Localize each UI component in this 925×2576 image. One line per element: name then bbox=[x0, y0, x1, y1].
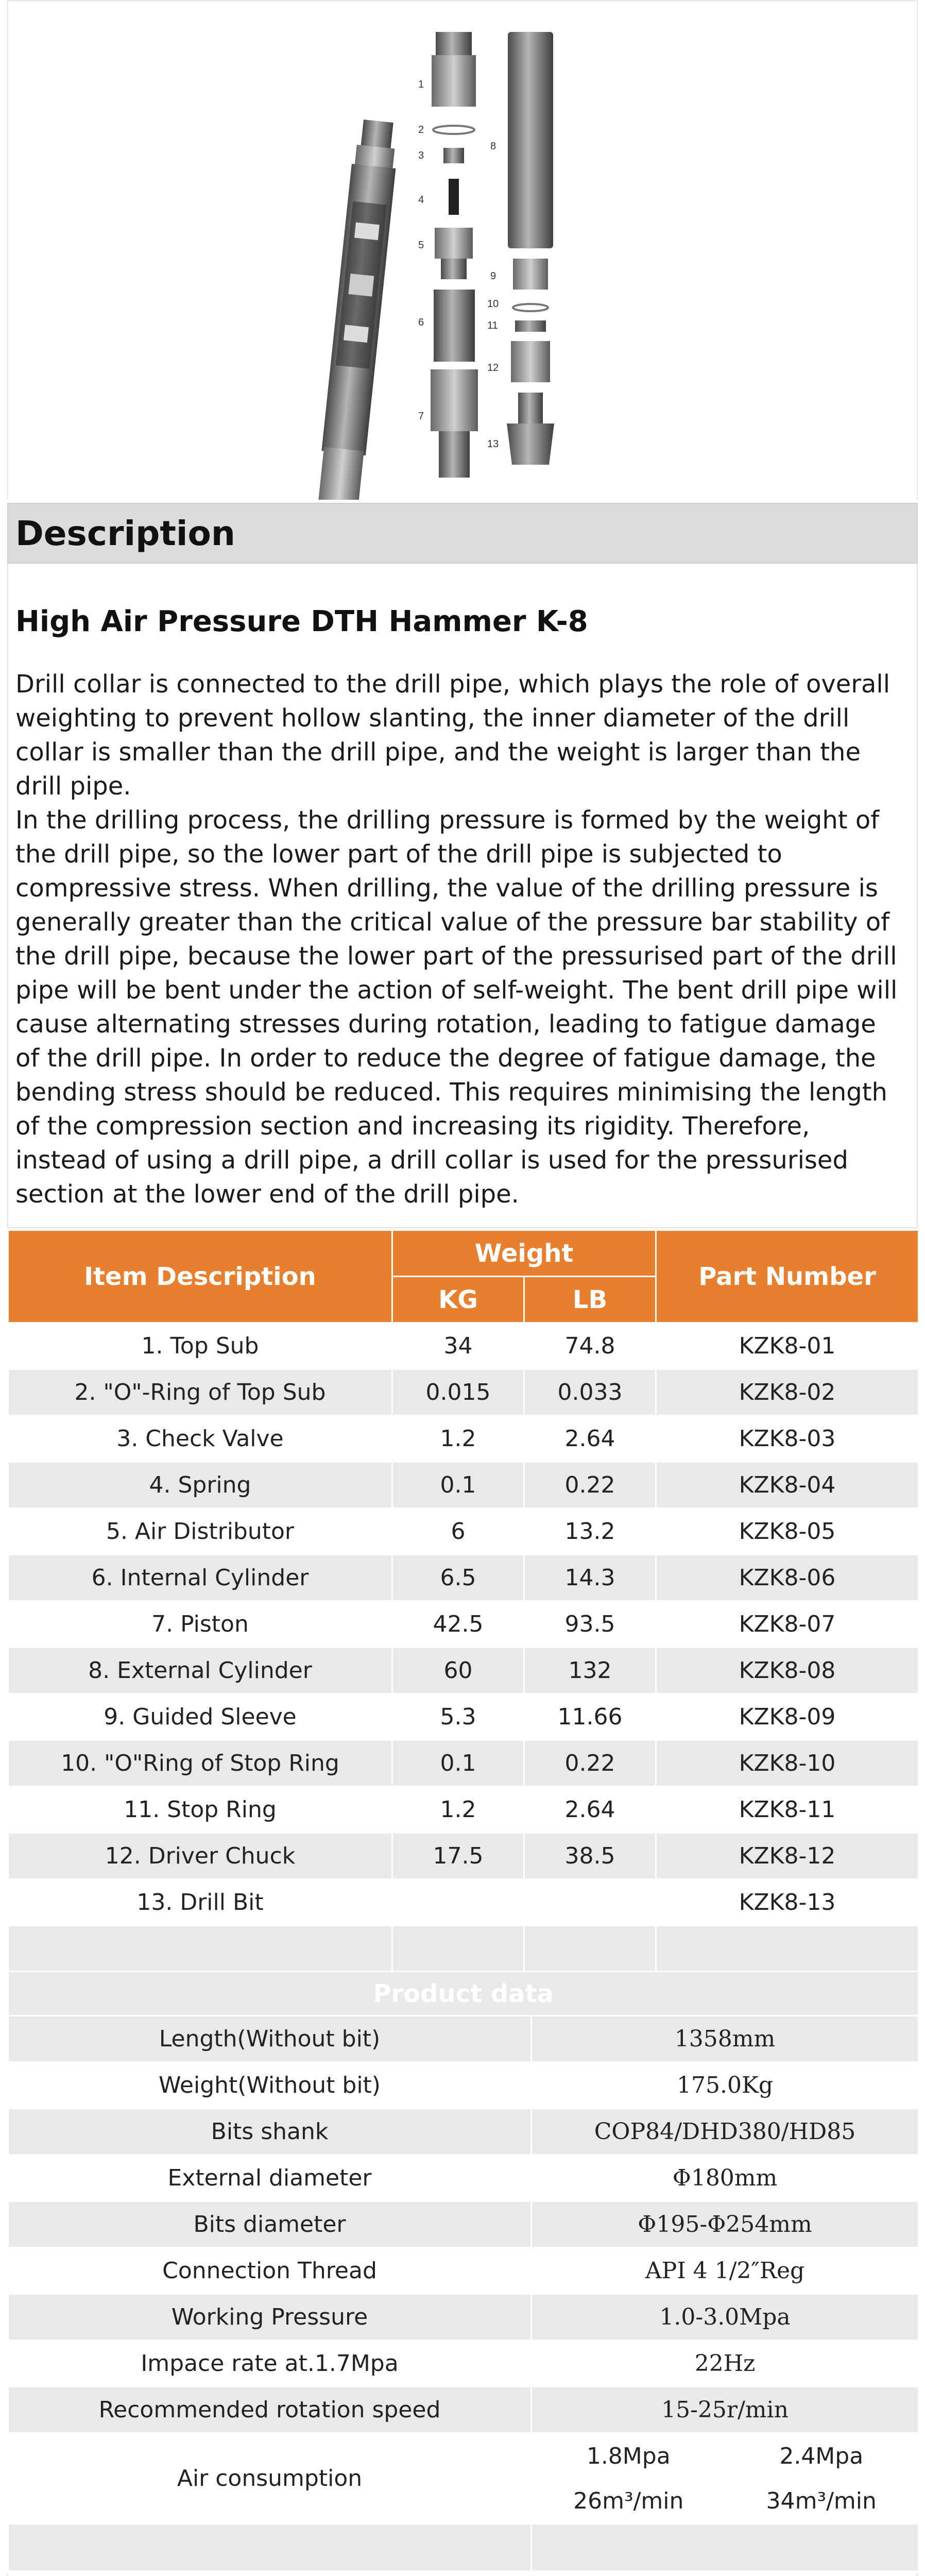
part-number-cell: KZK8-12 bbox=[656, 1833, 919, 1879]
table-row bbox=[8, 1694, 919, 1740]
item-cell: 7. Piston bbox=[8, 1601, 392, 1648]
air-consumption-row bbox=[8, 2433, 919, 2524]
item-cell: 8. External Cylinder bbox=[8, 1648, 392, 1694]
table-row bbox=[8, 2201, 919, 2248]
item-cell: 11. Stop Ring bbox=[8, 1787, 392, 1833]
part-label: 13 bbox=[487, 438, 499, 450]
part-label: 5 bbox=[418, 240, 424, 251]
lb-cell: 2.64 bbox=[524, 1416, 656, 1462]
part-number-cell: KZK8-13 bbox=[656, 1879, 919, 1926]
spec-label: Working Pressure bbox=[8, 2294, 532, 2341]
spec-label: Weight(Without bit) bbox=[8, 2062, 532, 2109]
item-cell: 1. Top Sub bbox=[8, 1323, 392, 1369]
table-row bbox=[8, 1416, 919, 1462]
blank-cell bbox=[532, 2524, 919, 2571]
table-row bbox=[8, 2155, 919, 2201]
product-heading: High Air Pressure DTH Hammer K-8 bbox=[15, 605, 588, 638]
banner-title: Description bbox=[15, 513, 235, 553]
part-number-cell: KZK8-02 bbox=[656, 1369, 919, 1416]
lb-cell bbox=[524, 1879, 656, 1926]
spec-label: Length(Without bit) bbox=[8, 2016, 532, 2062]
hammer-diagram bbox=[8, 1, 917, 500]
spec-value: 15-25r/min bbox=[532, 2387, 919, 2433]
lb-cell: 74.8 bbox=[524, 1323, 656, 1369]
table-row bbox=[8, 2016, 919, 2062]
part-number-cell: KZK8-03 bbox=[656, 1416, 919, 1462]
part-number-cell: KZK8-05 bbox=[656, 1509, 919, 1555]
part-number-cell: KZK8-06 bbox=[656, 1555, 919, 1601]
part-label: 9 bbox=[490, 270, 496, 282]
spec-value: API 4 1/2″Reg bbox=[532, 2248, 919, 2294]
part-label: 3 bbox=[418, 150, 424, 161]
lb-cell: 38.5 bbox=[524, 1833, 656, 1879]
product-data-table bbox=[7, 1971, 919, 2572]
part-label: 11 bbox=[487, 320, 498, 331]
kg-cell: 60 bbox=[392, 1648, 524, 1694]
part-number-cell: KZK8-07 bbox=[656, 1601, 919, 1648]
lb-cell: 0.22 bbox=[524, 1462, 656, 1509]
lb-cell: 0.22 bbox=[524, 1740, 656, 1787]
description-paragraph: In the drilling process, the drilling pressure is formed by the weight of the drill pipe, so the lower part of the drill pipe is subjected to compressive stress. When drilling, the value of the drilling pressure is generally greater than the critical value of the pressure bar stability of the drill pipe, because the lower part of the pressurised part of the drill pipe will be bent under the action of self-weight. The bent drill pipe will cause alternating stresses during rotation, leading to fatigue damage of the drill pipe. In order to reduce the degree of fatigue damage, the bending stress should be reduced. This requires minimising the length of the compression section and increasing its rigidity. Therefore, instead of using a drill pipe, a drill collar is used for the pressurised section at the lower end of the drill pipe. bbox=[15, 806, 898, 1209]
external-cylinder bbox=[508, 32, 553, 248]
kg-cell: 42.5 bbox=[392, 1601, 524, 1648]
note-section bbox=[7, 2573, 918, 2576]
header-lb: LB bbox=[524, 1277, 656, 1323]
part-label: 1 bbox=[418, 79, 424, 90]
kg-cell: 6.5 bbox=[392, 1555, 524, 1601]
air-flow-value: 34m³/min bbox=[766, 2487, 877, 2514]
lb-cell: 93.5 bbox=[524, 1601, 656, 1648]
spec-value: 175.0Kg bbox=[532, 2062, 919, 2109]
part-number-cell: KZK8-01 bbox=[656, 1323, 919, 1369]
spec-value: COP84/DHD380/HD85 bbox=[532, 2109, 919, 2155]
lb-cell: 132 bbox=[524, 1648, 656, 1694]
table-row bbox=[8, 1323, 919, 1369]
spec-value: 22Hz bbox=[532, 2341, 919, 2387]
item-cell: 10. "O"Ring of Stop Ring bbox=[8, 1740, 392, 1787]
part-label: 10 bbox=[487, 298, 499, 310]
lb-cell: 2.64 bbox=[524, 1787, 656, 1833]
table-row bbox=[8, 2387, 919, 2433]
item-cell: 12. Driver Chuck bbox=[8, 1833, 392, 1879]
table-row bbox=[8, 1462, 919, 1509]
parts-table bbox=[7, 1229, 919, 1973]
product-data-body bbox=[8, 2016, 919, 2571]
item-cell: 9. Guided Sleeve bbox=[8, 1694, 392, 1740]
part-number-cell: KZK8-04 bbox=[656, 1462, 919, 1509]
spec-label: Bits diameter bbox=[8, 2201, 532, 2248]
exploded-parts-right bbox=[507, 259, 554, 465]
kg-cell bbox=[392, 1879, 524, 1926]
part-label: 6 bbox=[418, 317, 424, 328]
air-pressure-value: 2.4Mpa bbox=[779, 2443, 864, 2469]
kg-cell: 17.5 bbox=[392, 1833, 524, 1879]
part-number-cell: KZK8-09 bbox=[656, 1694, 919, 1740]
table-row bbox=[8, 2248, 919, 2294]
kg-cell: 6 bbox=[392, 1509, 524, 1555]
hammer-exploded-view bbox=[7, 0, 918, 500]
table-row bbox=[8, 2109, 919, 2155]
air-consumption-values bbox=[532, 2433, 919, 2524]
part-label: 12 bbox=[487, 362, 499, 374]
kg-cell bbox=[392, 1926, 524, 1972]
spec-label: Impace rate at.1.7Mpa bbox=[8, 2341, 532, 2387]
part-number-cell bbox=[656, 1926, 919, 1972]
table-row bbox=[8, 1926, 919, 1972]
part-number-cell: KZK8-10 bbox=[656, 1740, 919, 1787]
spec-label: External diameter bbox=[8, 2155, 532, 2201]
part-label: 4 bbox=[418, 194, 424, 206]
item-cell: 2. "O"-Ring of Top Sub bbox=[8, 1369, 392, 1416]
kg-cell: 1.2 bbox=[392, 1787, 524, 1833]
table-row bbox=[8, 1555, 919, 1601]
table-row bbox=[8, 1648, 919, 1694]
spec-value: 1.0-3.0Mpa bbox=[532, 2294, 919, 2341]
table-row bbox=[8, 1787, 919, 1833]
header-weight: Weight bbox=[392, 1230, 656, 1277]
table-row bbox=[8, 2341, 919, 2387]
air-pressure-value: 1.8Mpa bbox=[586, 2443, 671, 2469]
blank-row bbox=[8, 2524, 919, 2571]
table-row bbox=[8, 1833, 919, 1879]
description-section bbox=[7, 564, 918, 1228]
kg-cell: 34 bbox=[392, 1323, 524, 1369]
kg-cell: 0.015 bbox=[392, 1369, 524, 1416]
kg-cell: 0.1 bbox=[392, 1740, 524, 1787]
kg-cell: 1.2 bbox=[392, 1416, 524, 1462]
part-label: 8 bbox=[490, 141, 496, 152]
part-label: 2 bbox=[418, 124, 424, 135]
spec-label: Recommended rotation speed bbox=[8, 2387, 532, 2433]
kg-cell: 0.1 bbox=[392, 1462, 524, 1509]
item-cell: 3. Check Valve bbox=[8, 1416, 392, 1462]
table-row bbox=[8, 1369, 919, 1416]
spec-value: Φ195-Φ254mm bbox=[532, 2201, 919, 2248]
item-cell: 13. Drill Bit bbox=[8, 1879, 392, 1926]
parts-table-body bbox=[8, 1323, 919, 1972]
assembled-hammer bbox=[316, 119, 401, 500]
item-cell: 6. Internal Cylinder bbox=[8, 1555, 392, 1601]
lb-cell: 14.3 bbox=[524, 1555, 656, 1601]
header-item-description: Item Description bbox=[8, 1230, 392, 1323]
exploded-parts bbox=[431, 32, 478, 478]
item-cell bbox=[8, 1926, 392, 1972]
lb-cell: 0.033 bbox=[524, 1369, 656, 1416]
item-cell: 5. Air Distributor bbox=[8, 1509, 392, 1555]
spec-label: Bits shank bbox=[8, 2109, 532, 2155]
lb-cell bbox=[524, 1926, 656, 1972]
table-row bbox=[8, 1879, 919, 1926]
table-row bbox=[8, 1740, 919, 1787]
part-number-cell: KZK8-11 bbox=[656, 1787, 919, 1833]
spec-value: Φ180mm bbox=[532, 2155, 919, 2201]
kg-cell: 5.3 bbox=[392, 1694, 524, 1740]
lb-cell: 11.66 bbox=[524, 1694, 656, 1740]
description-paragraph: Drill collar is connected to the drill pipe, which plays the role of overall weighting to prevent hollow slanting, the inner diameter of the drill collar is smaller than the drill pipe, and the weight is larger than the drill pipe. bbox=[15, 670, 890, 801]
description-banner bbox=[7, 503, 918, 564]
table-row bbox=[8, 1601, 919, 1648]
product-data-title: Product data bbox=[8, 1972, 919, 2016]
part-number-cell: KZK8-08 bbox=[656, 1648, 919, 1694]
part-label: 7 bbox=[418, 411, 424, 422]
blank-cell bbox=[8, 2524, 532, 2571]
lb-cell: 13.2 bbox=[524, 1509, 656, 1555]
table-row bbox=[8, 2062, 919, 2109]
item-cell: 4. Spring bbox=[8, 1462, 392, 1509]
spec-label: Air consumption bbox=[8, 2433, 532, 2524]
table-row bbox=[8, 1509, 919, 1555]
table-row bbox=[8, 2294, 919, 2341]
spec-label: Connection Thread bbox=[8, 2248, 532, 2294]
header-part-number: Part Number bbox=[656, 1230, 919, 1323]
air-flow-value: 26m³/min bbox=[573, 2487, 684, 2514]
spec-value: 1358mm bbox=[532, 2016, 919, 2062]
header-kg: KG bbox=[392, 1277, 524, 1323]
